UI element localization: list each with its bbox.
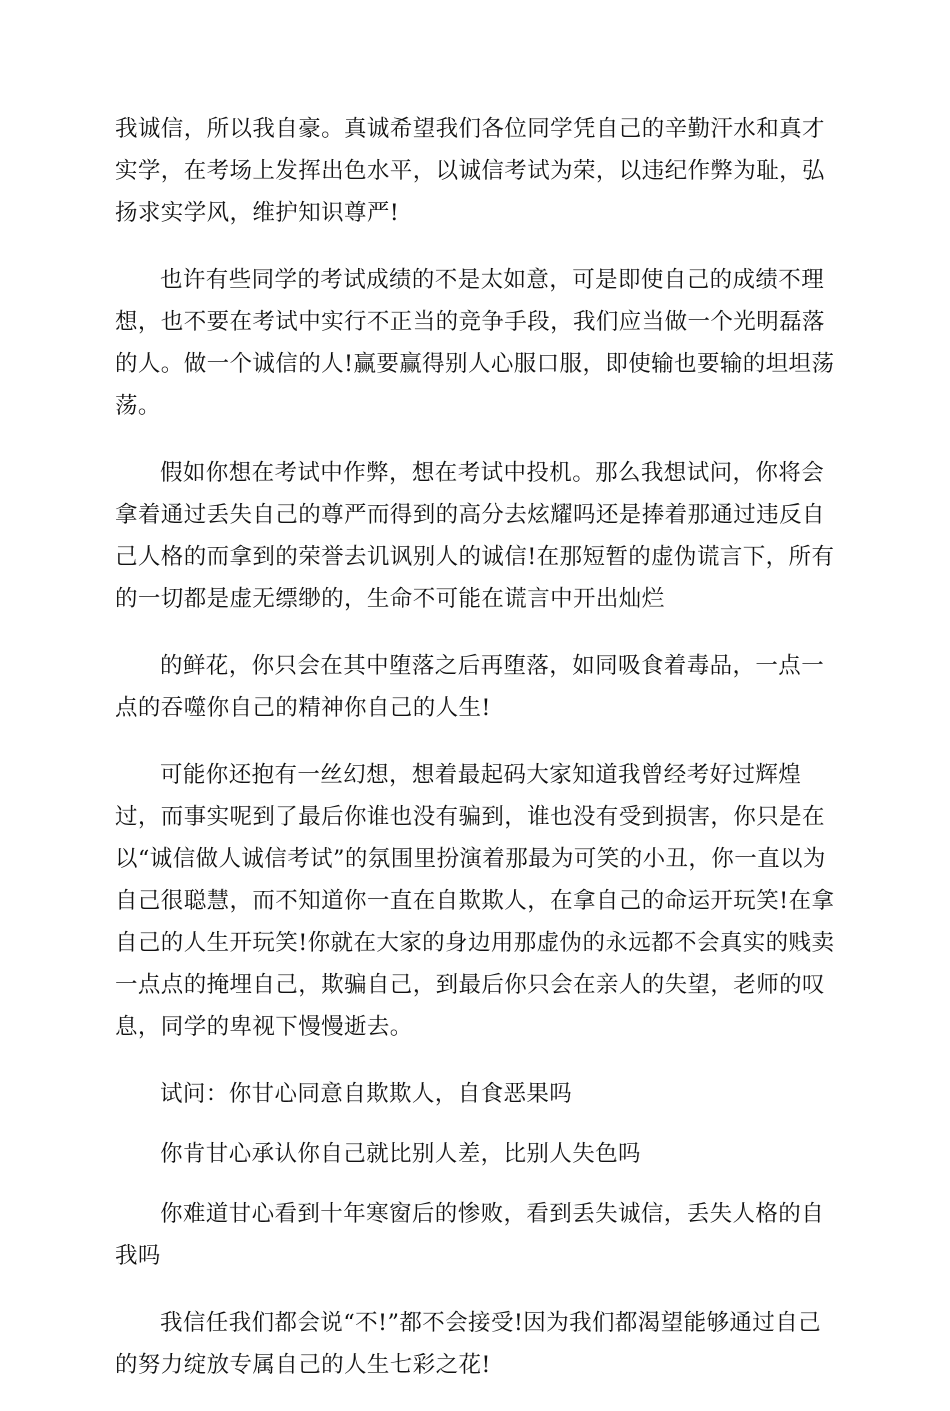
paragraph-3: 假如你想在考试中作弊，想在考试中投机。那么我想试问，你将会拿着通过丢失自己的尊严而得到的高分去炫耀吗还是捧着那通过违反自己人格的而拿到的荣誉去讥讽别人的诚信!在那短暂的虚伪谎言下，所有的一切都是虚无缥缈的，生命不可能在谎言中开出灿烂 — [115, 460, 835, 612]
paragraph-8: 你难道甘心看到十年寒窗后的惨败，看到丢失诚信，丢失人格的自我吗 — [115, 1201, 825, 1269]
paragraph-1: 我诚信，所以我自豪。真诚希望我们各位同学凭自己的辛勤汗水和真才实学，在考场上发挥出色水平，以诚信考试为荣，以违纪作弊为耻，弘扬求实学风，维护知识尊严! — [115, 116, 825, 226]
paragraph-7: 你肯甘心承认你自己就比别人差，比别人失色吗 — [160, 1141, 641, 1167]
paragraph-4: 的鲜花，你只会在其中堕落之后再堕落，如同吸食着毒品，一点一点的吞噬你自己的精神你自己的人生! — [115, 653, 825, 721]
paragraph-5: 可能你还抱有一丝幻想，想着最起码大家知道我曾经考好过辉煌过，而事实呢到了最后你谁也没有骗到，谁也没有受到损害，你只是在以“诚信做人诚信考试”的氛围里扮演着那最为可笑的小丑，你一直以为自己很聪慧，而不知道你一直在自欺欺人，在拿自己的命运开玩笑!在拿自己的人生开玩笑!你就在大家的身边用那虚伪的永远都不会真实的贱卖一点点的掩埋自己，欺骗自己，到最后你只会在亲人的失望，老师的叹息，同学的卑视下慢慢逝去。 — [115, 762, 835, 1040]
paragraph-9: 我信任我们都会说“不!”都不会接受!因为我们都渴望能够通过自己的努力绽放专属自己的人生七彩之花! — [115, 1310, 821, 1378]
document-body — [115, 108, 837, 1411]
paragraph-6: 试问：你甘心同意自欺欺人，自食恶果吗 — [160, 1081, 573, 1107]
paragraph-2: 也许有些同学的考试成绩的不是太如意，可是即使自己的成绩不理想，也不要在考试中实行不正当的竞争手段，我们应当做一个光明磊落的人。做一个诚信的人!赢要赢得别人心服口服，即使输也要输的坦坦荡荡。 — [115, 267, 835, 419]
